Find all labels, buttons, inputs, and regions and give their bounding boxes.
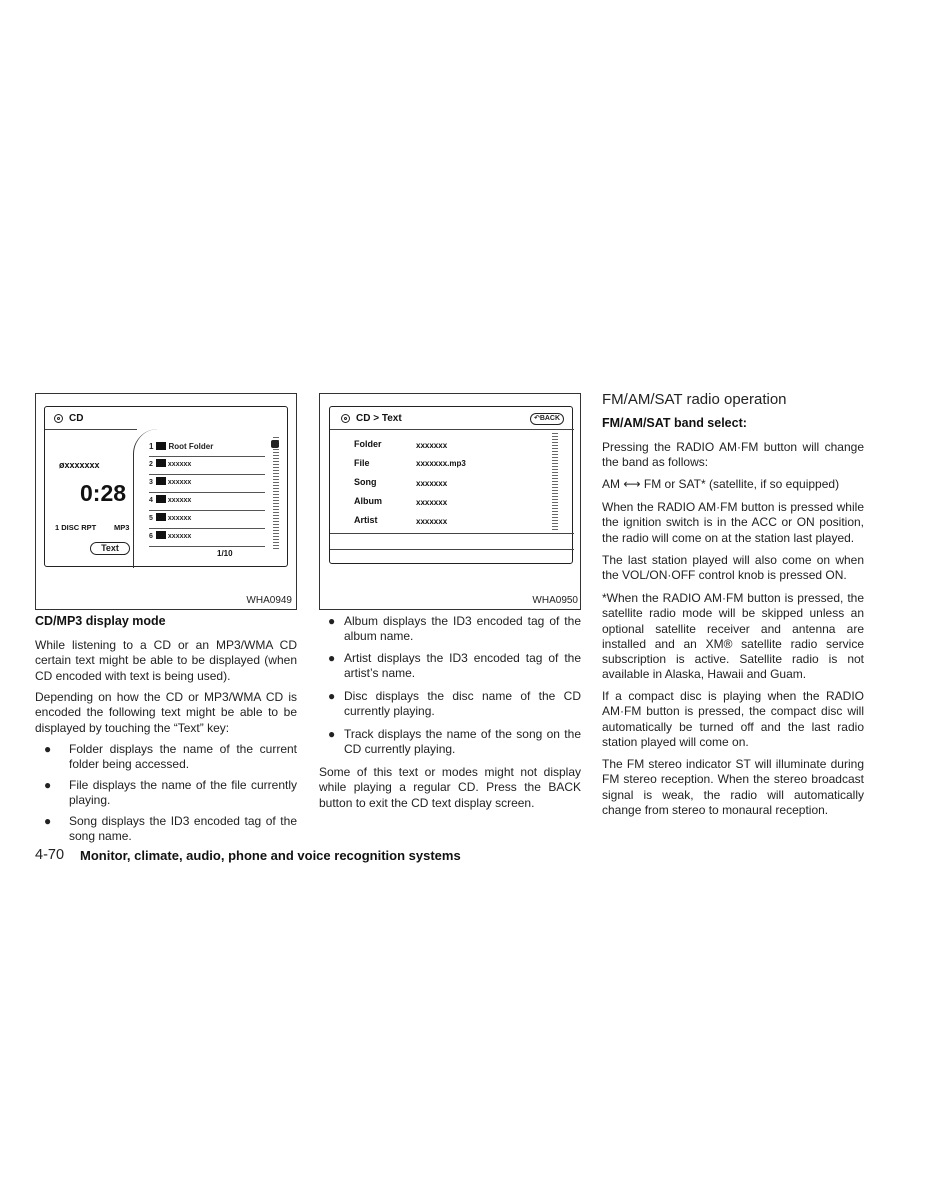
paragraph: If a compact disc is playing when the RADIO AM·FM button is pressed, the compact disc will automatically be turned off and the last radio station played will come on. bbox=[602, 689, 864, 749]
text-button[interactable] bbox=[90, 542, 130, 555]
scrollbar[interactable] bbox=[273, 437, 279, 549]
list-item[interactable]: 2 xxxxxx bbox=[149, 457, 265, 475]
bullet-icon: ● bbox=[44, 742, 52, 756]
paragraph: The last station played will also come on when the VOL/ON·OFF control knob is pressed ON. bbox=[602, 553, 864, 583]
paragraph: The FM stereo indicator ST will illuminate during FM stereo reception. When the stereo broadcast signal is weak, the radio will automatically change from stereo to monaural reception. bbox=[602, 757, 864, 817]
repeat-mode: 1 DISC RPT bbox=[55, 523, 97, 532]
cd-icon bbox=[341, 414, 350, 423]
chapter-title: Monitor, climate, audio, phone and voice recognition systems bbox=[80, 848, 461, 863]
paragraph: When the RADIO AM·FM button is pressed while the ignition switch is in the ACC or ON position, the radio will come on at the station last played. bbox=[602, 500, 864, 545]
list-item: ● Track displays the name of the song on the CD currently playing. bbox=[328, 727, 581, 757]
scroll-knob-icon bbox=[271, 440, 279, 448]
play-time: 0:28 bbox=[80, 480, 127, 506]
page-indicator: 1/10 bbox=[217, 549, 233, 558]
folder-icon bbox=[156, 513, 166, 521]
row-divider bbox=[330, 549, 574, 550]
display-screen bbox=[329, 406, 573, 564]
bullet-icon: ● bbox=[328, 651, 336, 665]
list-item[interactable]: 6 xxxxxx bbox=[149, 529, 265, 547]
title-divider bbox=[45, 429, 137, 430]
field-label: Folder bbox=[354, 439, 382, 449]
list-item: ● Song displays the ID3 encoded tag of the song name. bbox=[44, 814, 297, 844]
list-item: ● Folder displays the name of the current folder being accessed. bbox=[44, 742, 297, 772]
paragraph: Pressing the RADIO AM·FM button will change the band as follows: bbox=[602, 440, 864, 470]
text-button-label: Text bbox=[101, 543, 119, 553]
paragraph: *When the RADIO AM·FM button is pressed, the satellite radio mode will be skipped unless an optional satellite receiver and antenna are installed and an XM® satellite radio service subscription is active. Satellite radio is not available in Alaska, Hawaii and Guam. bbox=[602, 591, 864, 682]
display-screen bbox=[44, 406, 288, 567]
figure-cd-mp3-display bbox=[35, 393, 297, 610]
figure-code: WHA0950 bbox=[532, 595, 578, 606]
list-item[interactable]: 4 xxxxxx bbox=[149, 493, 265, 511]
bullet-icon: ● bbox=[44, 814, 52, 828]
list-item[interactable]: 3 xxxxxx bbox=[149, 475, 265, 493]
field-label: Song bbox=[354, 477, 377, 487]
figure-cd-text-display bbox=[319, 393, 581, 610]
field-value: xxxxxxx bbox=[416, 498, 448, 507]
field-label: File bbox=[354, 458, 370, 468]
band-select-heading: FM/AM/SAT band select: bbox=[602, 416, 747, 430]
folder-icon bbox=[156, 495, 166, 503]
folder-icon bbox=[156, 442, 166, 450]
screen-title: CD > Text bbox=[356, 413, 402, 424]
folder-icon bbox=[156, 477, 166, 485]
paragraph: Some of this text or modes might not display while playing a regular CD. Press the BACK button to exit the CD text display screen. bbox=[319, 765, 581, 810]
folder-icon bbox=[156, 459, 166, 467]
cd-icon bbox=[54, 414, 63, 423]
figure-code: WHA0949 bbox=[246, 595, 292, 606]
bullet-icon: ● bbox=[328, 689, 336, 703]
back-button[interactable] bbox=[530, 413, 564, 425]
bullet-icon: ● bbox=[44, 778, 52, 792]
disc-text: øxxxxxxx bbox=[59, 460, 100, 470]
cd-mp3-heading: CD/MP3 display mode bbox=[35, 614, 166, 628]
section-title: FM/AM/SAT radio operation bbox=[602, 391, 787, 408]
list-item: ● Album displays the ID3 encoded tag of the album name. bbox=[328, 614, 581, 644]
field-value: xxxxxxx.mp3 bbox=[416, 459, 466, 468]
screen-title: CD bbox=[69, 413, 84, 424]
page-number: 4-70 bbox=[35, 847, 65, 863]
list-item: ● File displays the name of the file currently playing. bbox=[44, 778, 297, 808]
list-item[interactable]: 1 Root Folder bbox=[149, 439, 265, 457]
title-divider bbox=[330, 429, 574, 430]
field-label: Artist bbox=[354, 515, 378, 525]
back-button-label: BACK bbox=[539, 415, 561, 422]
field-value: xxxxxxx bbox=[416, 441, 448, 450]
format-label: MP3 bbox=[114, 523, 130, 532]
folder-icon bbox=[156, 531, 166, 539]
row-divider bbox=[330, 533, 574, 534]
field-label: Album bbox=[354, 496, 382, 506]
bullet-icon: ● bbox=[328, 727, 336, 741]
bullet-icon: ● bbox=[328, 614, 336, 628]
list-item: ● Disc displays the disc name of the CD currently playing. bbox=[328, 689, 581, 719]
paragraph: While listening to a CD or an MP3/WMA CD certain text might be able to be displayed (when CD encoded with text is being used). bbox=[35, 638, 297, 683]
back-arrow-icon: ↶ bbox=[533, 415, 540, 422]
list-item[interactable]: 5 xxxxxx bbox=[149, 511, 265, 529]
list-item: ● Artist displays the ID3 encoded tag of the artist’s name. bbox=[328, 651, 581, 681]
scrollbar[interactable] bbox=[552, 433, 558, 531]
paragraph: Depending on how the CD or MP3/WMA CD is encoded the following text might be able to be displayed by touching the “Text” key: bbox=[35, 690, 297, 735]
field-value: xxxxxxx bbox=[416, 517, 448, 526]
field-value: xxxxxxx bbox=[416, 479, 448, 488]
band-sequence: AM ⟷ FM or SAT* (satellite, if so equipped) bbox=[602, 477, 840, 491]
